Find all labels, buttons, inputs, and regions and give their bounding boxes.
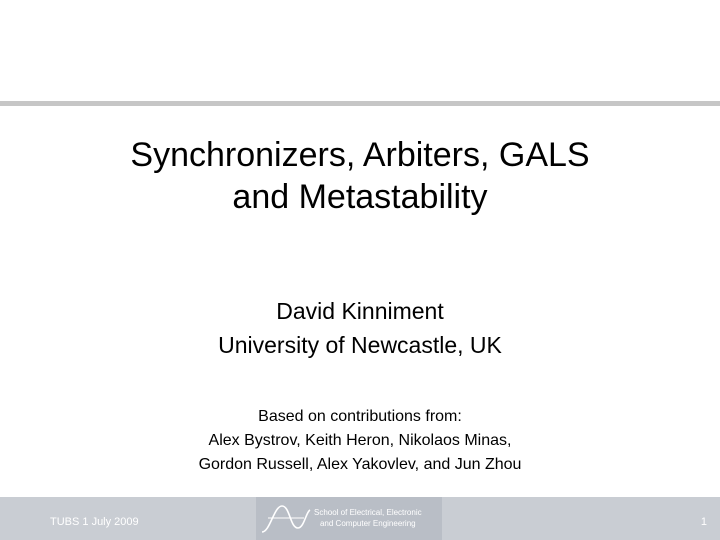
logo-line-1: School of Electrical, Electronic <box>314 508 422 517</box>
header-divider <box>0 101 720 106</box>
author-block <box>0 294 720 362</box>
author-affiliation: University of Newcastle, UK <box>218 332 502 358</box>
title-line-2: and Metastability <box>232 178 488 216</box>
slide-title <box>0 134 720 218</box>
page-number: 1 <box>700 516 707 528</box>
title-line-1: Synchronizers, Arbiters, GALS <box>130 136 590 174</box>
credits-names-2: Gordon Russell, Alex Yakovlev, and Jun Zhou <box>198 456 522 473</box>
logo-text <box>314 507 422 529</box>
waveform-logo-icon <box>260 502 312 534</box>
logo-line-2: and Computer Engineering <box>319 519 416 528</box>
slide-footer <box>0 497 720 540</box>
school-logo <box>256 497 442 540</box>
credits-names-1: Alex Bystrov, Keith Heron, Nikolaos Minas, <box>208 432 512 449</box>
footer-date: TUBS 1 July 2009 <box>50 516 139 528</box>
credits-intro: Based on contributions from: <box>258 408 462 425</box>
author-name: David Kinniment <box>276 298 444 324</box>
credits-block <box>0 405 720 477</box>
